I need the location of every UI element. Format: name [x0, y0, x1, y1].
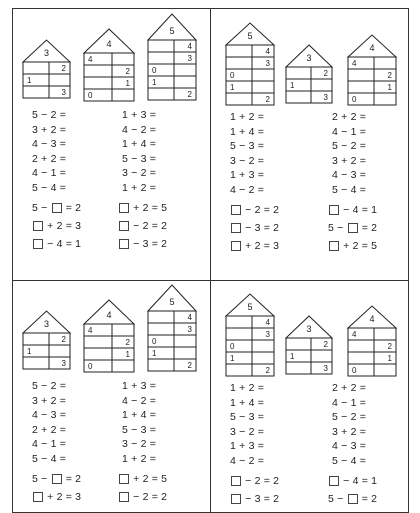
cell-number: 1 [125, 350, 130, 359]
roof-number: 3 [43, 48, 50, 58]
cell-number: 0 [88, 91, 93, 100]
box-equation-1: − 2 = 2 [230, 205, 279, 216]
box-equation-4: − 2 = 2 [118, 221, 167, 232]
answer-box[interactable] [33, 221, 43, 231]
box-equation-6: + 2 = 5 [328, 241, 377, 252]
box-equation-4: − 2 = 2 [118, 492, 167, 503]
answer-box[interactable] [329, 476, 339, 486]
cell-number: 1 [27, 347, 32, 356]
cell-number: 1 [290, 352, 295, 361]
cell-number: 4 [352, 59, 357, 68]
answer-box[interactable] [231, 494, 241, 504]
house-3-3 [147, 284, 197, 372]
equation-right-6: 1 + 2 = [122, 181, 157, 194]
cell-number: 0 [230, 342, 235, 351]
roof-number: 3 [43, 319, 50, 329]
roof-number: 3 [306, 53, 312, 63]
cell-number: 4 [352, 330, 357, 339]
cell-number: 2 [61, 64, 66, 73]
equation-left-1: 5 − 2 = [32, 109, 67, 121]
cell-number: 4 [187, 313, 192, 322]
equation-left-2: 1 + 4 = [230, 396, 265, 409]
equation-left-4: 2 + 2 = [32, 423, 67, 436]
box-equation-3: + 2 = 3 [32, 492, 81, 503]
cell-number: 3 [323, 93, 328, 102]
equation-right-5: 4 − 3 = [332, 440, 367, 452]
answer-box[interactable] [119, 239, 129, 249]
equation-left-3: 4 − 3 = [32, 409, 67, 421]
box-equation-2: − 4 = 1 [328, 205, 377, 216]
box-equation-4: 5 − = 2 [328, 493, 378, 505]
equation-left-2: 3 + 2 = [32, 123, 67, 136]
equation-right-5: 3 − 2 = [122, 167, 157, 179]
box-equation-1: − 2 = 2 [230, 476, 279, 487]
equation-right-6: 1 + 2 = [122, 452, 157, 465]
equation-right-3: 5 − 2 = [332, 140, 367, 152]
equation-right-3: 5 − 2 = [332, 411, 367, 423]
cell-number: 1 [230, 354, 235, 363]
cell-number: 1 [125, 79, 130, 88]
cell-number: 1 [27, 76, 32, 85]
equation-left-6: 5 − 4 = [32, 452, 67, 465]
equation-right-6: 5 − 4 = [332, 183, 367, 196]
equation-left-5: 4 − 1 = [32, 438, 67, 450]
box-equation-2: + 2 = 5 [118, 474, 167, 485]
cell-number: 1 [387, 83, 392, 92]
answer-box[interactable] [52, 203, 62, 213]
house-2-1 [225, 22, 275, 106]
cell-number: 2 [387, 342, 392, 351]
cell-number: 2 [387, 71, 392, 80]
answer-box[interactable] [119, 492, 129, 502]
equation-right-4: 3 + 2 = [332, 154, 367, 167]
equation-left-5: 4 − 1 = [32, 167, 67, 179]
equation-left-2: 1 + 4 = [230, 125, 265, 138]
cell-number: 2 [323, 340, 328, 349]
house-1-3 [147, 13, 197, 101]
cell-number: 4 [88, 326, 93, 335]
equation-left-3: 5 − 3 = [230, 140, 265, 152]
house-4-3 [347, 305, 397, 377]
equation-right-2: 4 − 1 = [332, 125, 367, 138]
house-2-3 [347, 34, 397, 106]
box-equation-4: 5 − = 2 [328, 222, 378, 234]
box-equation-1: 5 − = 2 [32, 473, 82, 485]
roof-number: 5 [169, 297, 175, 307]
cell-number: 0 [230, 71, 235, 80]
cell-number: 4 [265, 318, 270, 327]
house-4-1 [225, 293, 275, 377]
equation-left-4: 2 + 2 = [32, 152, 67, 165]
cell-number: 4 [187, 42, 192, 51]
roof-number: 4 [369, 314, 375, 324]
cell-number: 1 [152, 349, 157, 358]
equation-right-5: 4 − 3 = [332, 169, 367, 181]
cell-number: 0 [352, 95, 357, 104]
box-equation-3: − 3 = 2 [230, 494, 279, 505]
cell-number: 2 [187, 361, 192, 370]
cell-number: 2 [125, 338, 130, 347]
box-equation-2: − 4 = 1 [328, 476, 377, 487]
answer-box[interactable] [119, 474, 129, 484]
equation-right-5: 3 − 2 = [122, 438, 157, 450]
house-4-2 [285, 315, 333, 375]
answer-box[interactable] [329, 241, 339, 251]
cell-number: 2 [125, 67, 130, 76]
cell-number: 2 [187, 90, 192, 99]
cell-number: 2 [323, 69, 328, 78]
equation-right-4: 3 + 2 = [332, 425, 367, 438]
cell-number: 3 [61, 359, 66, 368]
equation-left-3: 5 − 3 = [230, 411, 265, 423]
house-1-2 [83, 28, 135, 102]
box-equation-3: − 3 = 2 [230, 223, 279, 234]
equation-right-1: 1 + 3 = [122, 109, 157, 121]
cell-number: 2 [265, 95, 270, 104]
cell-number: 1 [290, 81, 295, 90]
cell-number: 0 [88, 362, 93, 371]
house-1-1 [22, 39, 71, 99]
box-equation-6: − 3 = 2 [118, 239, 167, 250]
equation-left-6: 4 − 2 = [230, 454, 265, 467]
equation-right-6: 5 − 4 = [332, 454, 367, 467]
cell-number: 3 [265, 59, 270, 68]
roof-number: 4 [106, 39, 112, 49]
equation-left-4: 3 − 2 = [230, 425, 265, 438]
answer-box[interactable] [231, 223, 241, 233]
cell-number: 3 [265, 330, 270, 339]
cell-number: 0 [352, 366, 357, 375]
equation-left-6: 5 − 4 = [32, 181, 67, 194]
roof-number: 4 [106, 310, 112, 320]
cell-number: 3 [187, 54, 192, 63]
equation-left-5: 1 + 3 = [230, 440, 265, 452]
cell-number: 0 [152, 337, 157, 346]
equation-right-3: 1 + 4 = [122, 138, 157, 150]
equation-left-3: 4 − 3 = [32, 138, 67, 150]
equation-right-3: 1 + 4 = [122, 409, 157, 421]
equation-right-1: 2 + 2 = [332, 382, 367, 394]
equation-left-1: 5 − 2 = [32, 380, 67, 392]
box-equation-5: + 2 = 3 [230, 241, 279, 252]
cell-number: 3 [61, 88, 66, 97]
horizontal-divider [12, 280, 408, 281]
cell-number: 4 [88, 55, 93, 64]
equation-left-4: 3 − 2 = [230, 154, 265, 167]
answer-box[interactable] [119, 203, 129, 213]
answer-box[interactable] [119, 221, 129, 231]
answer-box[interactable] [231, 476, 241, 486]
answer-box[interactable] [231, 241, 241, 251]
cell-number: 1 [230, 83, 235, 92]
equation-right-1: 1 + 3 = [122, 380, 157, 392]
cell-number: 2 [265, 366, 270, 375]
cell-number: 1 [387, 354, 392, 363]
cell-number: 1 [152, 78, 157, 87]
cell-number: 0 [152, 66, 157, 75]
box-equation-3: + 2 = 3 [32, 221, 81, 232]
house-3-1 [22, 310, 71, 370]
equation-left-6: 4 − 2 = [230, 183, 265, 196]
roof-number: 5 [169, 26, 175, 36]
box-equation-5: − 4 = 1 [32, 239, 81, 250]
answer-box[interactable] [52, 474, 62, 484]
equation-right-4: 5 − 3 = [122, 152, 157, 165]
roof-number: 3 [306, 324, 312, 334]
cell-number: 2 [61, 335, 66, 344]
equation-right-4: 5 − 3 = [122, 423, 157, 436]
equation-left-1: 1 + 2 = [230, 111, 265, 123]
cell-number: 4 [265, 47, 270, 56]
answer-box[interactable] [231, 205, 241, 215]
cell-number: 3 [187, 325, 192, 334]
roof-number: 5 [247, 302, 253, 312]
equation-right-2: 4 − 2 = [122, 123, 157, 136]
vertical-divider [210, 8, 211, 513]
answer-box[interactable] [33, 492, 43, 502]
house-2-2 [285, 44, 333, 104]
cell-number: 3 [323, 364, 328, 373]
roof-number: 4 [369, 43, 375, 53]
equation-left-5: 1 + 3 = [230, 169, 265, 181]
answer-box[interactable] [329, 205, 339, 215]
roof-number: 5 [247, 31, 253, 41]
equation-right-2: 4 − 1 = [332, 396, 367, 409]
equation-left-2: 3 + 2 = [32, 394, 67, 407]
box-equation-2: + 2 = 5 [118, 203, 167, 214]
box-equation-1: 5 − = 2 [32, 202, 82, 214]
house-3-2 [83, 299, 135, 373]
equation-left-1: 1 + 2 = [230, 382, 265, 394]
answer-box[interactable] [33, 239, 43, 249]
answer-box[interactable] [348, 223, 358, 233]
equation-right-2: 4 − 2 = [122, 394, 157, 407]
answer-box[interactable] [348, 494, 358, 504]
equation-right-1: 2 + 2 = [332, 111, 367, 123]
